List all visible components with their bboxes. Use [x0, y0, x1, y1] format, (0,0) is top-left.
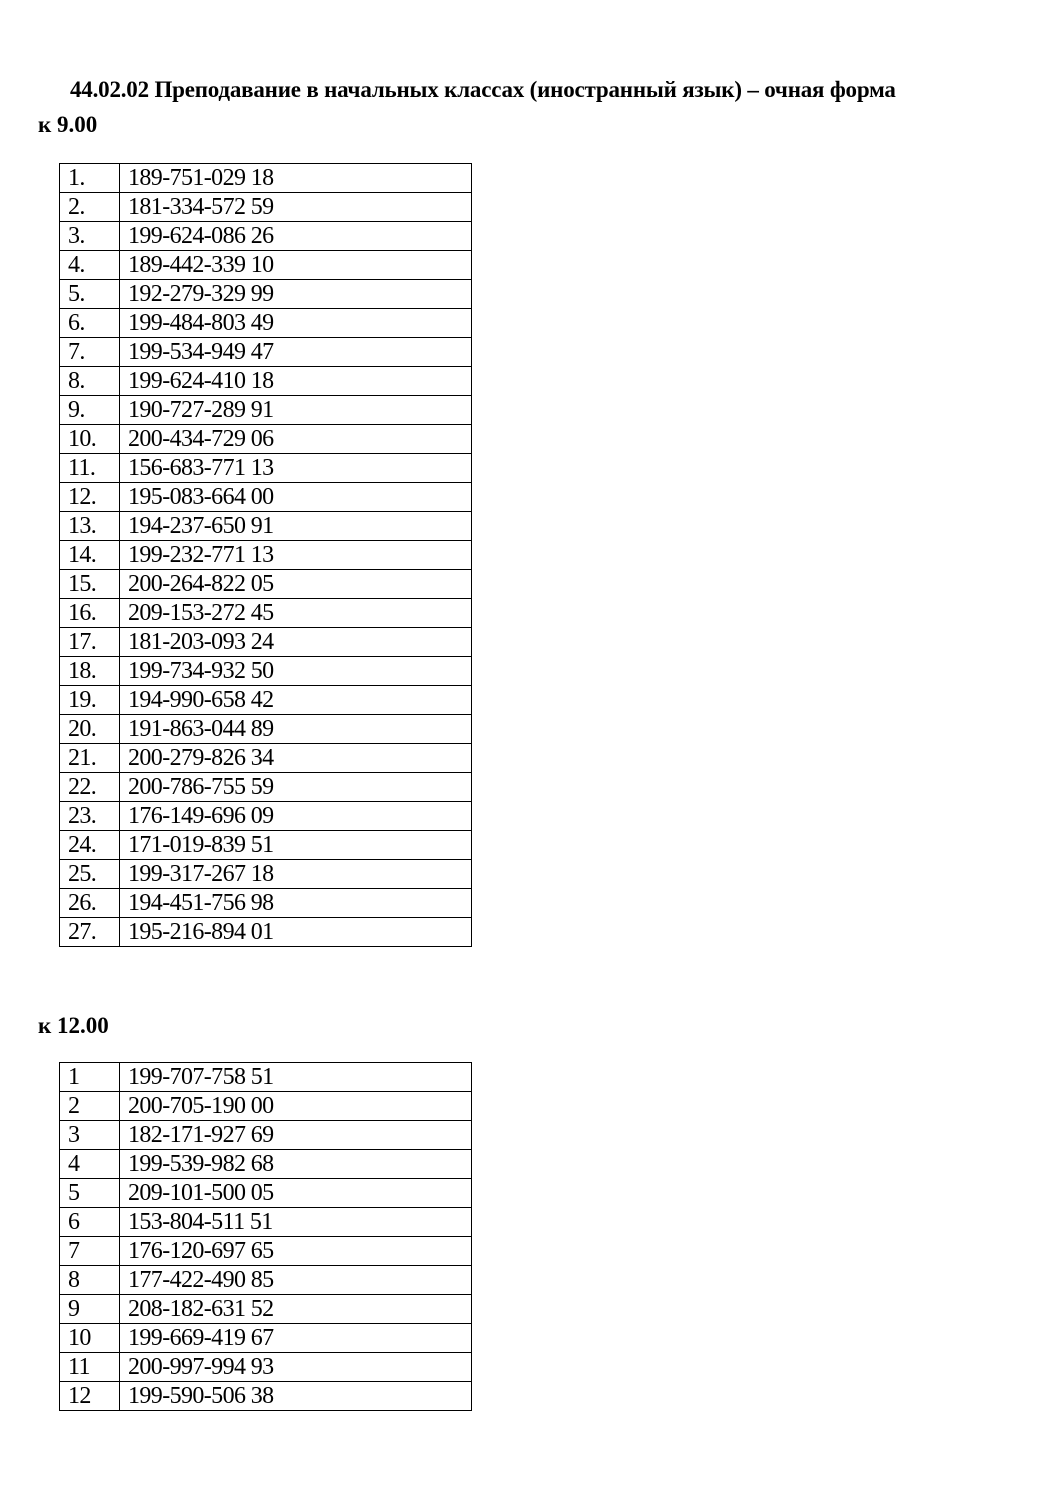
table-row — [60, 570, 472, 599]
applicant-code: 189-442-339 10 — [120, 251, 472, 280]
table-row — [60, 889, 472, 918]
applicant-code: 199-590-506 38 — [120, 1382, 472, 1411]
table-row — [60, 541, 472, 570]
applicant-code: 176-149-696 09 — [120, 802, 472, 831]
row-number: 2 — [60, 1092, 120, 1121]
table-row — [60, 715, 472, 744]
applicant-code: 181-334-572 59 — [120, 193, 472, 222]
applicant-code: 200-786-755 59 — [120, 773, 472, 802]
table-row — [60, 1324, 472, 1353]
table-row — [60, 918, 472, 947]
row-number: 1. — [60, 164, 120, 193]
row-number: 12 — [60, 1382, 120, 1411]
applicant-code: 153-804-511 51 — [120, 1208, 472, 1237]
table-row — [60, 599, 472, 628]
row-number: 25. — [60, 860, 120, 889]
row-number: 8. — [60, 367, 120, 396]
page-title: 44.02.02 Преподавание в начальных классах (иностранный язык) – очная форма — [70, 77, 896, 102]
row-number: 3. — [60, 222, 120, 251]
row-number: 6. — [60, 309, 120, 338]
row-number: 11 — [60, 1353, 120, 1382]
row-number: 17. — [60, 628, 120, 657]
codes-table-body — [60, 1063, 472, 1411]
row-number: 6 — [60, 1208, 120, 1237]
applicant-code: 195-083-664 00 — [120, 483, 472, 512]
table-row — [60, 454, 472, 483]
row-number: 19. — [60, 686, 120, 715]
table-row — [60, 425, 472, 454]
row-number: 1 — [60, 1063, 120, 1092]
codes-table-9 — [59, 163, 472, 947]
table-row — [60, 657, 472, 686]
applicant-code: 182-171-927 69 — [120, 1121, 472, 1150]
table-row — [60, 1208, 472, 1237]
applicant-code: 199-539-982 68 — [120, 1150, 472, 1179]
section-heading-12: к 12.00 — [38, 1013, 109, 1038]
row-number: 12. — [60, 483, 120, 512]
table-row — [60, 483, 472, 512]
table-row — [60, 251, 472, 280]
applicant-code: 189-751-029 18 — [120, 164, 472, 193]
applicant-code: 209-101-500 05 — [120, 1179, 472, 1208]
codes-table-12 — [59, 1062, 472, 1411]
table-row — [60, 193, 472, 222]
applicant-code: 199-707-758 51 — [120, 1063, 472, 1092]
row-number: 4 — [60, 1150, 120, 1179]
table-row — [60, 1266, 472, 1295]
row-number: 24. — [60, 831, 120, 860]
row-number: 20. — [60, 715, 120, 744]
row-number: 18. — [60, 657, 120, 686]
table-row — [60, 773, 472, 802]
applicant-code: 156-683-771 13 — [120, 454, 472, 483]
applicant-code: 199-232-771 13 — [120, 541, 472, 570]
row-number: 5 — [60, 1179, 120, 1208]
applicant-code: 199-484-803 49 — [120, 309, 472, 338]
table-row — [60, 1295, 472, 1324]
applicant-code: 200-705-190 00 — [120, 1092, 472, 1121]
table-row — [60, 164, 472, 193]
applicant-code: 200-279-826 34 — [120, 744, 472, 773]
applicant-code: 209-153-272 45 — [120, 599, 472, 628]
table-row — [60, 1063, 472, 1092]
table-row — [60, 1179, 472, 1208]
table-row — [60, 1150, 472, 1179]
row-number: 10 — [60, 1324, 120, 1353]
row-number: 13. — [60, 512, 120, 541]
row-number: 15. — [60, 570, 120, 599]
applicant-code: 200-997-994 93 — [120, 1353, 472, 1382]
applicant-code: 199-317-267 18 — [120, 860, 472, 889]
table-row — [60, 1353, 472, 1382]
row-number: 5. — [60, 280, 120, 309]
row-number: 8 — [60, 1266, 120, 1295]
row-number: 2. — [60, 193, 120, 222]
table-row — [60, 1092, 472, 1121]
row-number: 11. — [60, 454, 120, 483]
row-number: 22. — [60, 773, 120, 802]
row-number: 10. — [60, 425, 120, 454]
applicant-code: 199-669-419 67 — [120, 1324, 472, 1353]
row-number: 23. — [60, 802, 120, 831]
table-row — [60, 1121, 472, 1150]
table-row — [60, 396, 472, 425]
table-row — [60, 1382, 472, 1411]
applicant-code: 199-624-410 18 — [120, 367, 472, 396]
applicant-code: 199-624-086 26 — [120, 222, 472, 251]
table-row — [60, 1237, 472, 1266]
applicant-code: 190-727-289 91 — [120, 396, 472, 425]
table-row — [60, 338, 472, 367]
table-row — [60, 686, 472, 715]
applicant-code: 191-863-044 89 — [120, 715, 472, 744]
row-number: 3 — [60, 1121, 120, 1150]
applicant-code: 195-216-894 01 — [120, 918, 472, 947]
table-row — [60, 222, 472, 251]
table-row — [60, 744, 472, 773]
applicant-code: 199-734-932 50 — [120, 657, 472, 686]
applicant-code: 176-120-697 65 — [120, 1237, 472, 1266]
applicant-code: 194-237-650 91 — [120, 512, 472, 541]
row-number: 7. — [60, 338, 120, 367]
table-row — [60, 512, 472, 541]
row-number: 14. — [60, 541, 120, 570]
table-row — [60, 628, 472, 657]
row-number: 9. — [60, 396, 120, 425]
applicant-code: 200-264-822 05 — [120, 570, 472, 599]
applicant-code: 177-422-490 85 — [120, 1266, 472, 1295]
applicant-code: 194-451-756 98 — [120, 889, 472, 918]
codes-table-body — [60, 164, 472, 947]
applicant-code: 171-019-839 51 — [120, 831, 472, 860]
section-heading-9: к 9.00 — [38, 112, 98, 137]
applicant-code: 194-990-658 42 — [120, 686, 472, 715]
row-number: 16. — [60, 599, 120, 628]
row-number: 27. — [60, 918, 120, 947]
row-number: 26. — [60, 889, 120, 918]
table-row — [60, 367, 472, 396]
applicant-code: 200-434-729 06 — [120, 425, 472, 454]
table-row — [60, 309, 472, 338]
applicant-code: 208-182-631 52 — [120, 1295, 472, 1324]
applicant-code: 192-279-329 99 — [120, 280, 472, 309]
row-number: 4. — [60, 251, 120, 280]
table-row — [60, 802, 472, 831]
table-row — [60, 831, 472, 860]
row-number: 9 — [60, 1295, 120, 1324]
table-row — [60, 860, 472, 889]
row-number: 21. — [60, 744, 120, 773]
table-row — [60, 280, 472, 309]
row-number: 7 — [60, 1237, 120, 1266]
applicant-code: 199-534-949 47 — [120, 338, 472, 367]
applicant-code: 181-203-093 24 — [120, 628, 472, 657]
